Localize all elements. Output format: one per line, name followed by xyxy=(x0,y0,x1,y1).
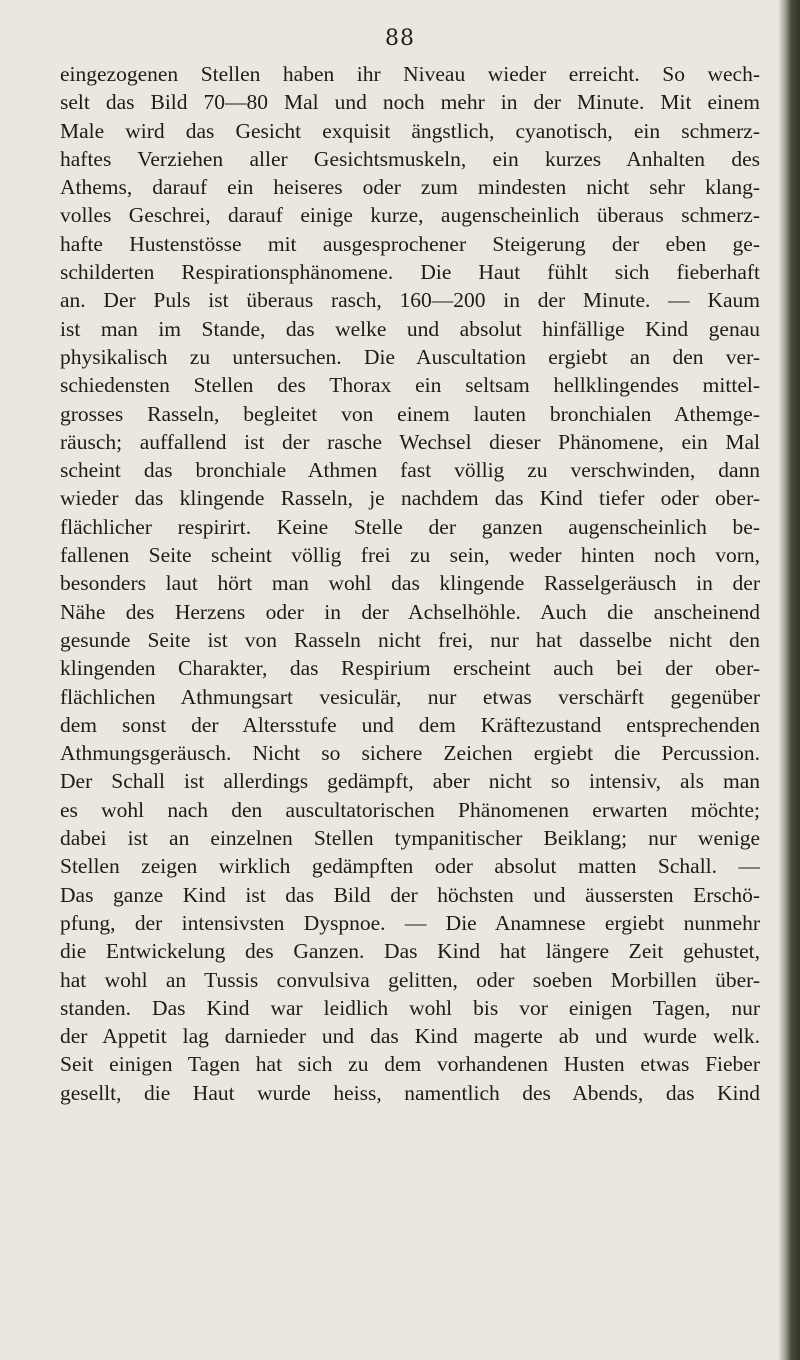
text-line: Nähe des Herzens oder in der Achselhöhle. Auch die anscheinend xyxy=(60,599,760,624)
text-line: Athmungsgeräusch. Nicht so sichere Zeichen ergiebt die Percussion. xyxy=(60,741,760,766)
text-line: eingezogenen Stellen haben ihr Niveau wieder erreicht. So wech- xyxy=(60,62,760,86)
page-number: 88 xyxy=(385,26,415,51)
text-line: selt das Bild 70—80 Mal und noch mehr in der Minute. Mit einem xyxy=(60,90,760,115)
text-line: schilderten Respirationsphänomene. Die Haut fühlt sich fieberhaft xyxy=(60,260,760,285)
text-line: Der Schall ist allerdings gedämpft, aber nicht so intensiv, als man xyxy=(60,769,760,794)
text-line: ist man im Stande, das welke und absolut hinfällige Kind genau xyxy=(60,316,760,341)
text-line: es wohl nach den auscultatorischen Phänomenen erwarten möchte; xyxy=(60,797,760,822)
body-text xyxy=(60,60,760,1107)
text-line: der Appetit lag darnieder und das Kind magerte ab und wurde welk. xyxy=(60,1024,760,1049)
text-line: hat wohl an Tussis convulsiva gelitten, oder soeben Morbillen über- xyxy=(60,967,760,992)
text-line: wieder das klingende Rasseln, je nachdem das Kind tiefer oder ober- xyxy=(60,486,760,511)
text-line: räusch; auffallend ist der rasche Wechsel dieser Phänomene, ein Mal xyxy=(60,429,760,454)
text-line: dem sonst der Altersstufe und dem Kräftezustand entsprechenden xyxy=(60,712,760,737)
text-line: Athems, darauf ein heiseres oder zum mindesten nicht sehr klang- xyxy=(60,175,760,200)
text-line: flächlicher respirirt. Keine Stelle der ganzen augenscheinlich be- xyxy=(60,514,760,539)
text-line: die Entwickelung des Ganzen. Das Kind hat längere Zeit gehustet, xyxy=(60,939,760,964)
text-line: hafte Hustenstösse mit ausgesprochener Steigerung der eben ge- xyxy=(60,231,760,256)
text-line: physikalisch zu untersuchen. Die Auscultation ergiebt an den ver- xyxy=(60,344,760,369)
text-line: fallenen Seite scheint völlig frei zu sein, weder hinten noch vorn, xyxy=(60,543,760,568)
text-line: volles Geschrei, darauf einige kurze, augenscheinlich überaus schmerz- xyxy=(60,203,760,228)
text-line: standen. Das Kind war leidlich wohl bis vor einigen Tagen, nur xyxy=(60,995,760,1020)
page-edge-shadow xyxy=(778,0,800,1360)
text-line: klingenden Charakter, das Respirium erscheint auch bei der ober- xyxy=(60,656,760,681)
text-line: haftes Verziehen aller Gesichtsmuskeln, ein kurzes Anhalten des xyxy=(60,146,760,171)
text-line: grosses Rasseln, begleitet von einem lauten bronchialen Athemge- xyxy=(60,401,760,426)
text-line: Male wird das Gesicht exquisit ängstlich, cyanotisch, ein schmerz- xyxy=(60,118,760,143)
text-line: besonders laut hört man wohl das klingende Rasselgeräusch in der xyxy=(60,571,760,596)
text-line: flächlichen Athmungsart vesiculär, nur etwas verschärft gegenüber xyxy=(60,684,760,709)
text-line: an. Der Puls ist überaus rasch, 160—200 in der Minute. — Kaum xyxy=(60,288,760,313)
text-line: Das ganze Kind ist das Bild der höchsten und äussersten Erschö- xyxy=(60,882,760,907)
text-line: pfung, der intensivsten Dyspnoe. — Die Anamnese ergiebt nunmehr xyxy=(60,910,760,935)
text-line: dabei ist an einzelnen Stellen tympanitischer Beiklang; nur wenige xyxy=(60,826,760,851)
text-line: schiedensten Stellen des Thorax ein seltsam hellklingendes mittel- xyxy=(60,373,760,398)
text-line: Stellen zeigen wirklich gedämpften oder absolut matten Schall. — xyxy=(60,854,760,879)
text-line: scheint das bronchiale Athmen fast völlig zu verschwinden, dann xyxy=(60,458,760,483)
text-line: gesellt, die Haut wurde heiss, namentlich des Abends, das Kind xyxy=(60,1080,760,1105)
text-line: Seit einigen Tagen hat sich zu dem vorhandenen Husten etwas Fieber xyxy=(60,1052,760,1077)
text-line: gesunde Seite ist von Rasseln nicht frei, nur hat dasselbe nicht den xyxy=(60,627,760,652)
